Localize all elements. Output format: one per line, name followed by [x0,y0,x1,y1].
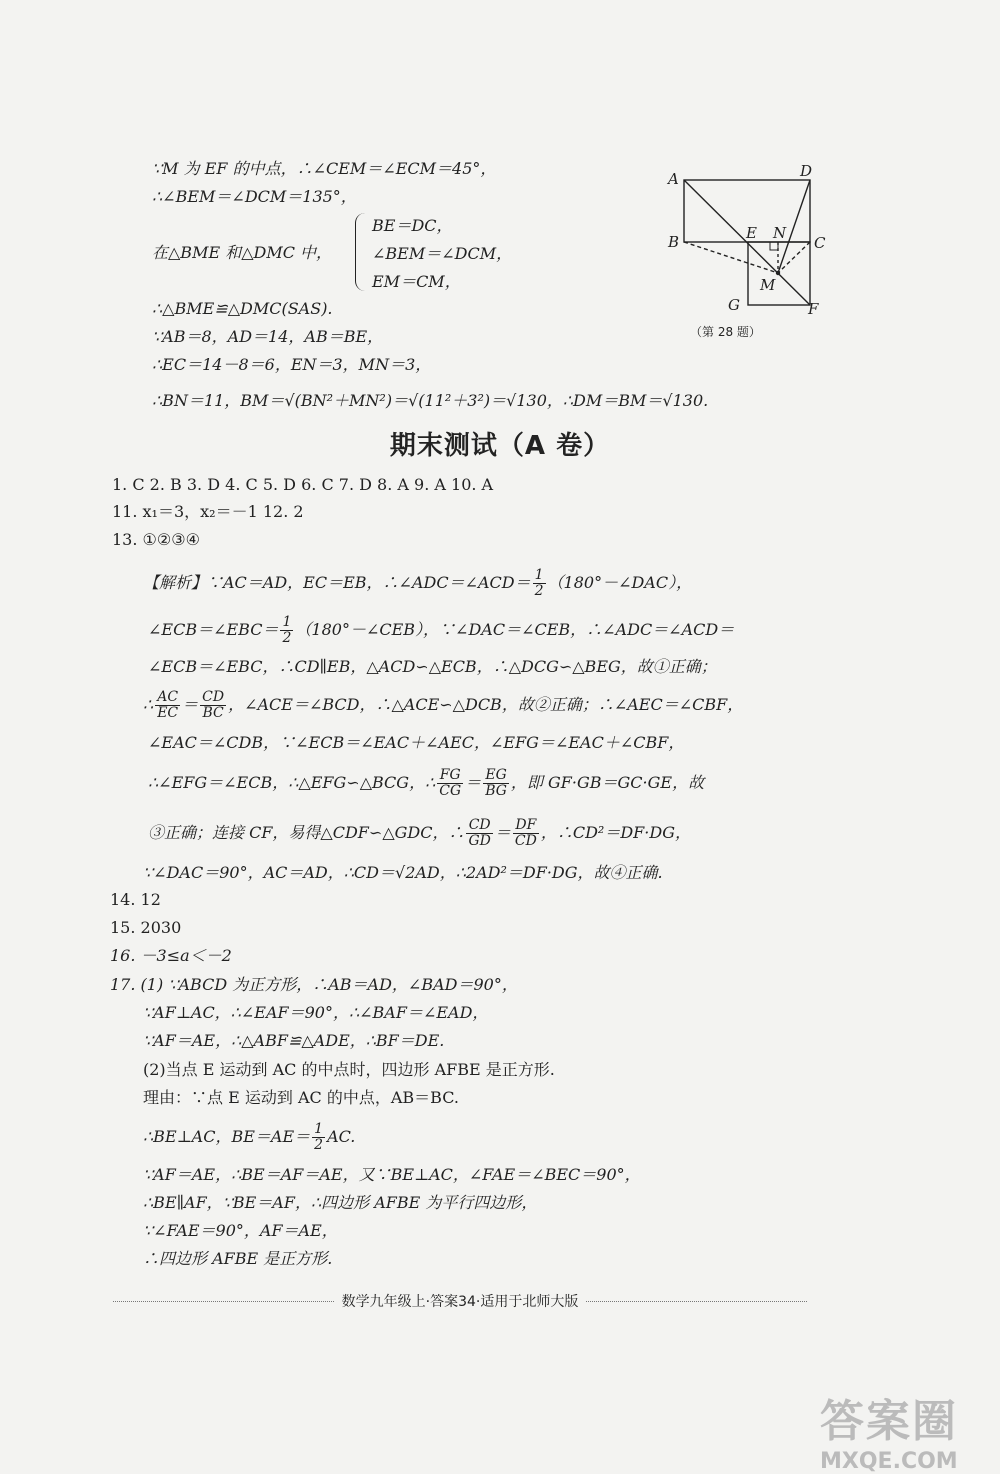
proof-line-6: ∴EC＝14－8＝6，EN＝3，MN＝3， [152,355,432,374]
fraction-denominator: CD [514,833,537,849]
answers-1-10: 1. C 2. B 3. D 4. C 5. D 6. C 7. D 8. A 9. A 10. A [112,475,494,494]
fraction-half [312,1122,325,1153]
fraction-eg-bg [483,768,509,799]
q17-line-8: ∴BE∥AF，∵BE＝AF，∴四边形 AFBE 为平行四边形， [143,1193,538,1212]
label-g: G [728,296,740,314]
proof-line-3: 在△BME 和△DMC 中， [152,243,333,262]
fraction-denominator: EC [157,705,179,721]
fraction-numerator: CD [202,689,225,705]
page-footer [105,1290,815,1312]
fraction-numerator: 1 [314,1121,324,1137]
analysis-text: （180°－∠DAC）， [547,573,693,592]
fraction-numerator: CD [466,818,492,834]
figure-caption: （第 28 题） [690,325,761,339]
label-b: B [668,233,680,251]
fraction-half [533,568,546,599]
fraction-cd-gd [466,818,492,849]
q17-line-3: ∵AF＝AE，∴△ABF≌△ADE，∴BF＝DE. [143,1031,445,1050]
q17-line-7: ∵AF＝AE，∴BE＝AF＝AE，又∵BE⊥AC，∠FAE＝∠BEC＝90°， [143,1165,641,1184]
line-bm [684,242,778,273]
q17-line-10: ∴四边形 AFBE 是正方形. [143,1249,333,1268]
q17-line-4: (2)当点 E 运动到 AC 的中点时，四边形 AFBE 是正方形. [143,1060,555,1079]
system-eq-2: ∠BEM＝∠DCM， [372,244,513,263]
answer-13: 13. ①②③④ [112,530,200,549]
fraction-denominator: GD [468,833,491,849]
fraction-denominator: BC [202,705,224,721]
proof-line-5: ∵AB＝8，AD＝14，AB＝BE， [152,327,384,346]
q17-line-9: ∵∠FAE＝90°，AF＝AE， [143,1221,338,1240]
analysis-line-1 [143,568,692,599]
proof-line-1: ∵M 为 EF 的中点，∴∠CEM＝∠ECM＝45°， [152,159,497,178]
analysis-text: ，即 GF·GB＝GC·GE，故 [510,773,705,792]
answer-16: 16. －3≤a＜－2 [110,946,232,965]
analysis-text: ∠ECB＝∠EBC＝ [148,620,279,639]
label-f: F [808,300,819,318]
analysis-text: ③正确；连接 CF，易得△CDF∽△GDC，∴ [148,823,465,842]
analysis-text: ∴ [143,695,154,714]
analysis-text: 【解析】∵AC＝AD，EC＝EB，∴∠ADC＝∠ACD＝ [143,573,531,592]
answers-11-12: 11. x₁＝3，x₂＝－1 12. 2 [112,502,304,521]
label-d: D [800,162,813,180]
equals-sign: ＝ [182,695,199,714]
fraction-denominator: 2 [282,630,292,646]
q17-line-1: 17. (1) ∵ABCD 为正方形，∴AB＝AD，∠BAD＝90°， [110,975,518,994]
label-m: M [760,276,776,294]
q17-line-2: ∵AF⊥AC，∴∠EAF＝90°，∴∠BAF＝∠EAD， [143,1003,489,1022]
q17-line-5: 理由：∵点 E 运动到 AC 的中点，AB＝BC. [143,1088,459,1107]
proof-line-4: ∴△BME≌△DMC(SAS). [152,299,333,318]
label-a: A [668,170,679,188]
equals-sign: ＝ [465,773,482,792]
fraction-denominator: 2 [534,583,544,599]
label-e: E [746,224,757,242]
right-angle-mark [770,242,778,250]
analysis-line-8: ∵∠DAC＝90°，AC＝AD，∴CD＝√2AD，∴2AD²＝DF·DG，故④正确. [143,863,663,882]
fraction-numerator: DF [513,818,539,834]
fraction-numerator: 1 [282,614,292,630]
q17-text: AC. [327,1127,356,1146]
label-c: C [814,234,826,252]
fraction-fg-cg [437,768,463,799]
analysis-line-5: ∠EAC＝∠CDB，∵∠ECB＝∠EAC＋∠AEC，∠EFG＝∠EAC＋∠CBF， [148,733,685,752]
system-eq-3: EM＝CM， [372,272,461,291]
footer-text: 数学九年级上·答案34·适用于北师大版 [341,1294,579,1310]
fraction-half [280,615,293,646]
analysis-line-6 [148,768,704,799]
analysis-line-4 [143,690,743,721]
analysis-text: （180°－∠CEB），∵∠DAC＝∠CEB，∴∠ADC＝∠ACD＝ [295,620,735,639]
fraction-numerator: FG [437,768,463,784]
q17-text: ∴BE⊥AC，BE＝AE＝ [143,1127,311,1146]
geometry-figure [660,160,830,340]
fraction-numerator: AC [155,690,180,706]
fraction-ac-ec [155,690,180,721]
watermark-text: 答案圈 [820,1396,958,1447]
fraction-df-cd [513,818,539,849]
fraction-denominator: BG [485,783,507,799]
footer-divider-right [586,1301,807,1302]
system-eq-1: BE＝DC， [372,216,453,235]
section-title: 期末测试（A 卷） [389,431,611,461]
point-m [776,271,780,275]
answer-14: 14. 12 [110,890,161,909]
analysis-text: ，∴CD²＝DF·DG， [540,823,691,842]
answer-15: 15. 2030 [110,918,182,937]
proof-line-7: ∴BN＝11，BM＝√(BN²＋MN²)＝√(11²＋3²)＝√130，∴DM＝BM＝√130. [152,391,709,410]
label-n: N [773,224,787,242]
q17-line-6 [143,1122,355,1153]
fraction-cd-bc [200,690,226,721]
proof-line-2: ∴∠BEM＝∠DCM＝135°， [152,187,357,206]
watermark-logo [820,1385,995,1474]
system-brace [355,213,368,291]
watermark-url: MXQE.COM [820,1449,958,1474]
fraction-numerator: 1 [534,567,544,583]
analysis-line-3: ∠ECB＝∠EBC，∴CD∥EB，△ACD∽△ECB，∴△DCG∽△BEG，故①正确； [148,657,717,676]
fraction-denominator: 2 [314,1137,324,1153]
fraction-denominator: CG [439,783,462,799]
analysis-text: ，∠ACE＝∠BCD，∴△ACE∽△DCB，故②正确；∴∠AEC＝∠CBF， [228,695,744,714]
analysis-line-7 [148,818,691,849]
equals-sign: ＝ [494,823,511,842]
analysis-line-2 [148,615,734,646]
analysis-text: ∴∠EFG＝∠ECB，∴△EFG∽△BCG，∴ [148,773,436,792]
footer-divider-left [113,1301,334,1302]
fraction-numerator: EG [483,768,509,784]
